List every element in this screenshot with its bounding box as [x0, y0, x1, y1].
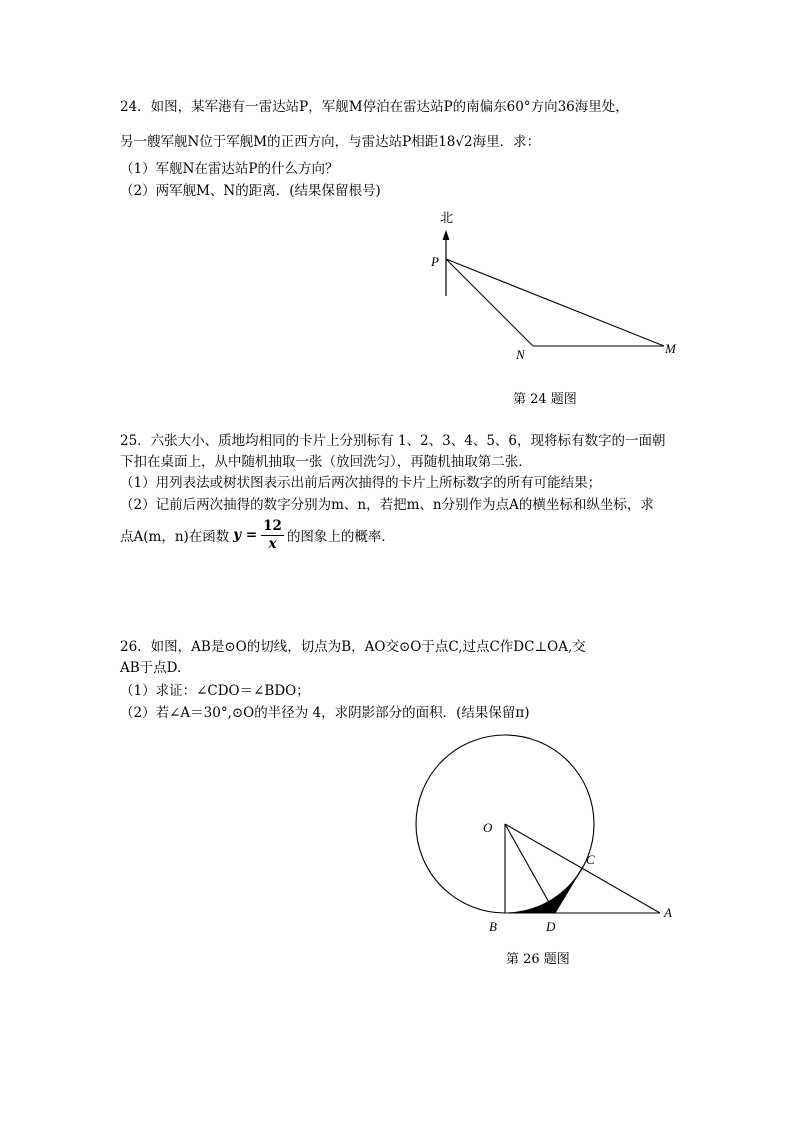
fraction-denominator: x: [268, 535, 277, 552]
point-a-label: A: [664, 905, 672, 920]
q24-part2: （2）两军舰M、N的距离．(结果保留根号): [120, 183, 381, 199]
q25-part2: （2）记前后两次抽得的数字分别为m、n，若把m、n分别作为点A的横坐标和纵坐标，求: [120, 497, 654, 513]
point-c-label: C: [586, 852, 595, 867]
q25-part3-suffix: 的图象上的概率．: [286, 529, 395, 545]
segment-od: [505, 824, 555, 913]
q24-caption: 第 24 题图: [513, 392, 577, 407]
point-n-label: N: [516, 347, 525, 362]
point-d-label: D: [546, 919, 556, 934]
q24-part1: （1）军舰N在雷达站P的什么方向？: [120, 161, 339, 177]
point-o-label: O: [483, 820, 493, 835]
north-label: 北: [440, 211, 454, 226]
point-b-label: B: [489, 919, 497, 934]
shaded-region: [505, 868, 582, 913]
segment-oa: [505, 824, 660, 913]
q24-line1: 24．如图，某军港有一雷达站P，军舰M停泊在雷达站P的南偏东60°方向36海里处，: [120, 99, 629, 115]
q25-line1: 25．六张大小、质地均相同的卡片上分别标有 1、2、3、4、5、6，现将标有数字的一面朝: [120, 433, 666, 449]
q25-line2: 下扣在桌面上，从中随机抽取一张（放回洗匀），再随机抽取第二张．: [120, 454, 532, 470]
q25-part1: （1）用列表法或树状图表示出前后两次抽得的卡片上所标数字的所有可能结果；: [120, 475, 602, 491]
segment-dc: [555, 868, 582, 913]
q26-line1: 26．如图，AB是⊙O的切线，切点为B，AO交⊙O于点C,过点C作DC⊥OA,交: [120, 639, 586, 655]
q24-line2: 另一艘军舰N位于军舰M的正西方向，与雷达站P相距18√2海里．求：: [120, 134, 541, 150]
fraction-numerator: 12: [263, 517, 282, 534]
point-m-label: M: [665, 341, 676, 356]
q26-part1: （1）求证：∠CDO＝∠BDO；: [120, 683, 310, 699]
q26-caption: 第 26 题图: [506, 952, 570, 967]
fraction-lhs: y =: [233, 527, 258, 543]
q26-part2: （2）若∠A＝30°,⊙O的半径为 4，求阴影部分的面积．(结果保留π): [120, 705, 530, 721]
q26-line2: AB于点D.: [120, 660, 182, 676]
q25-part3-prefix: 点A(m，n)在函数: [120, 529, 230, 545]
point-p-label: P: [431, 254, 439, 269]
